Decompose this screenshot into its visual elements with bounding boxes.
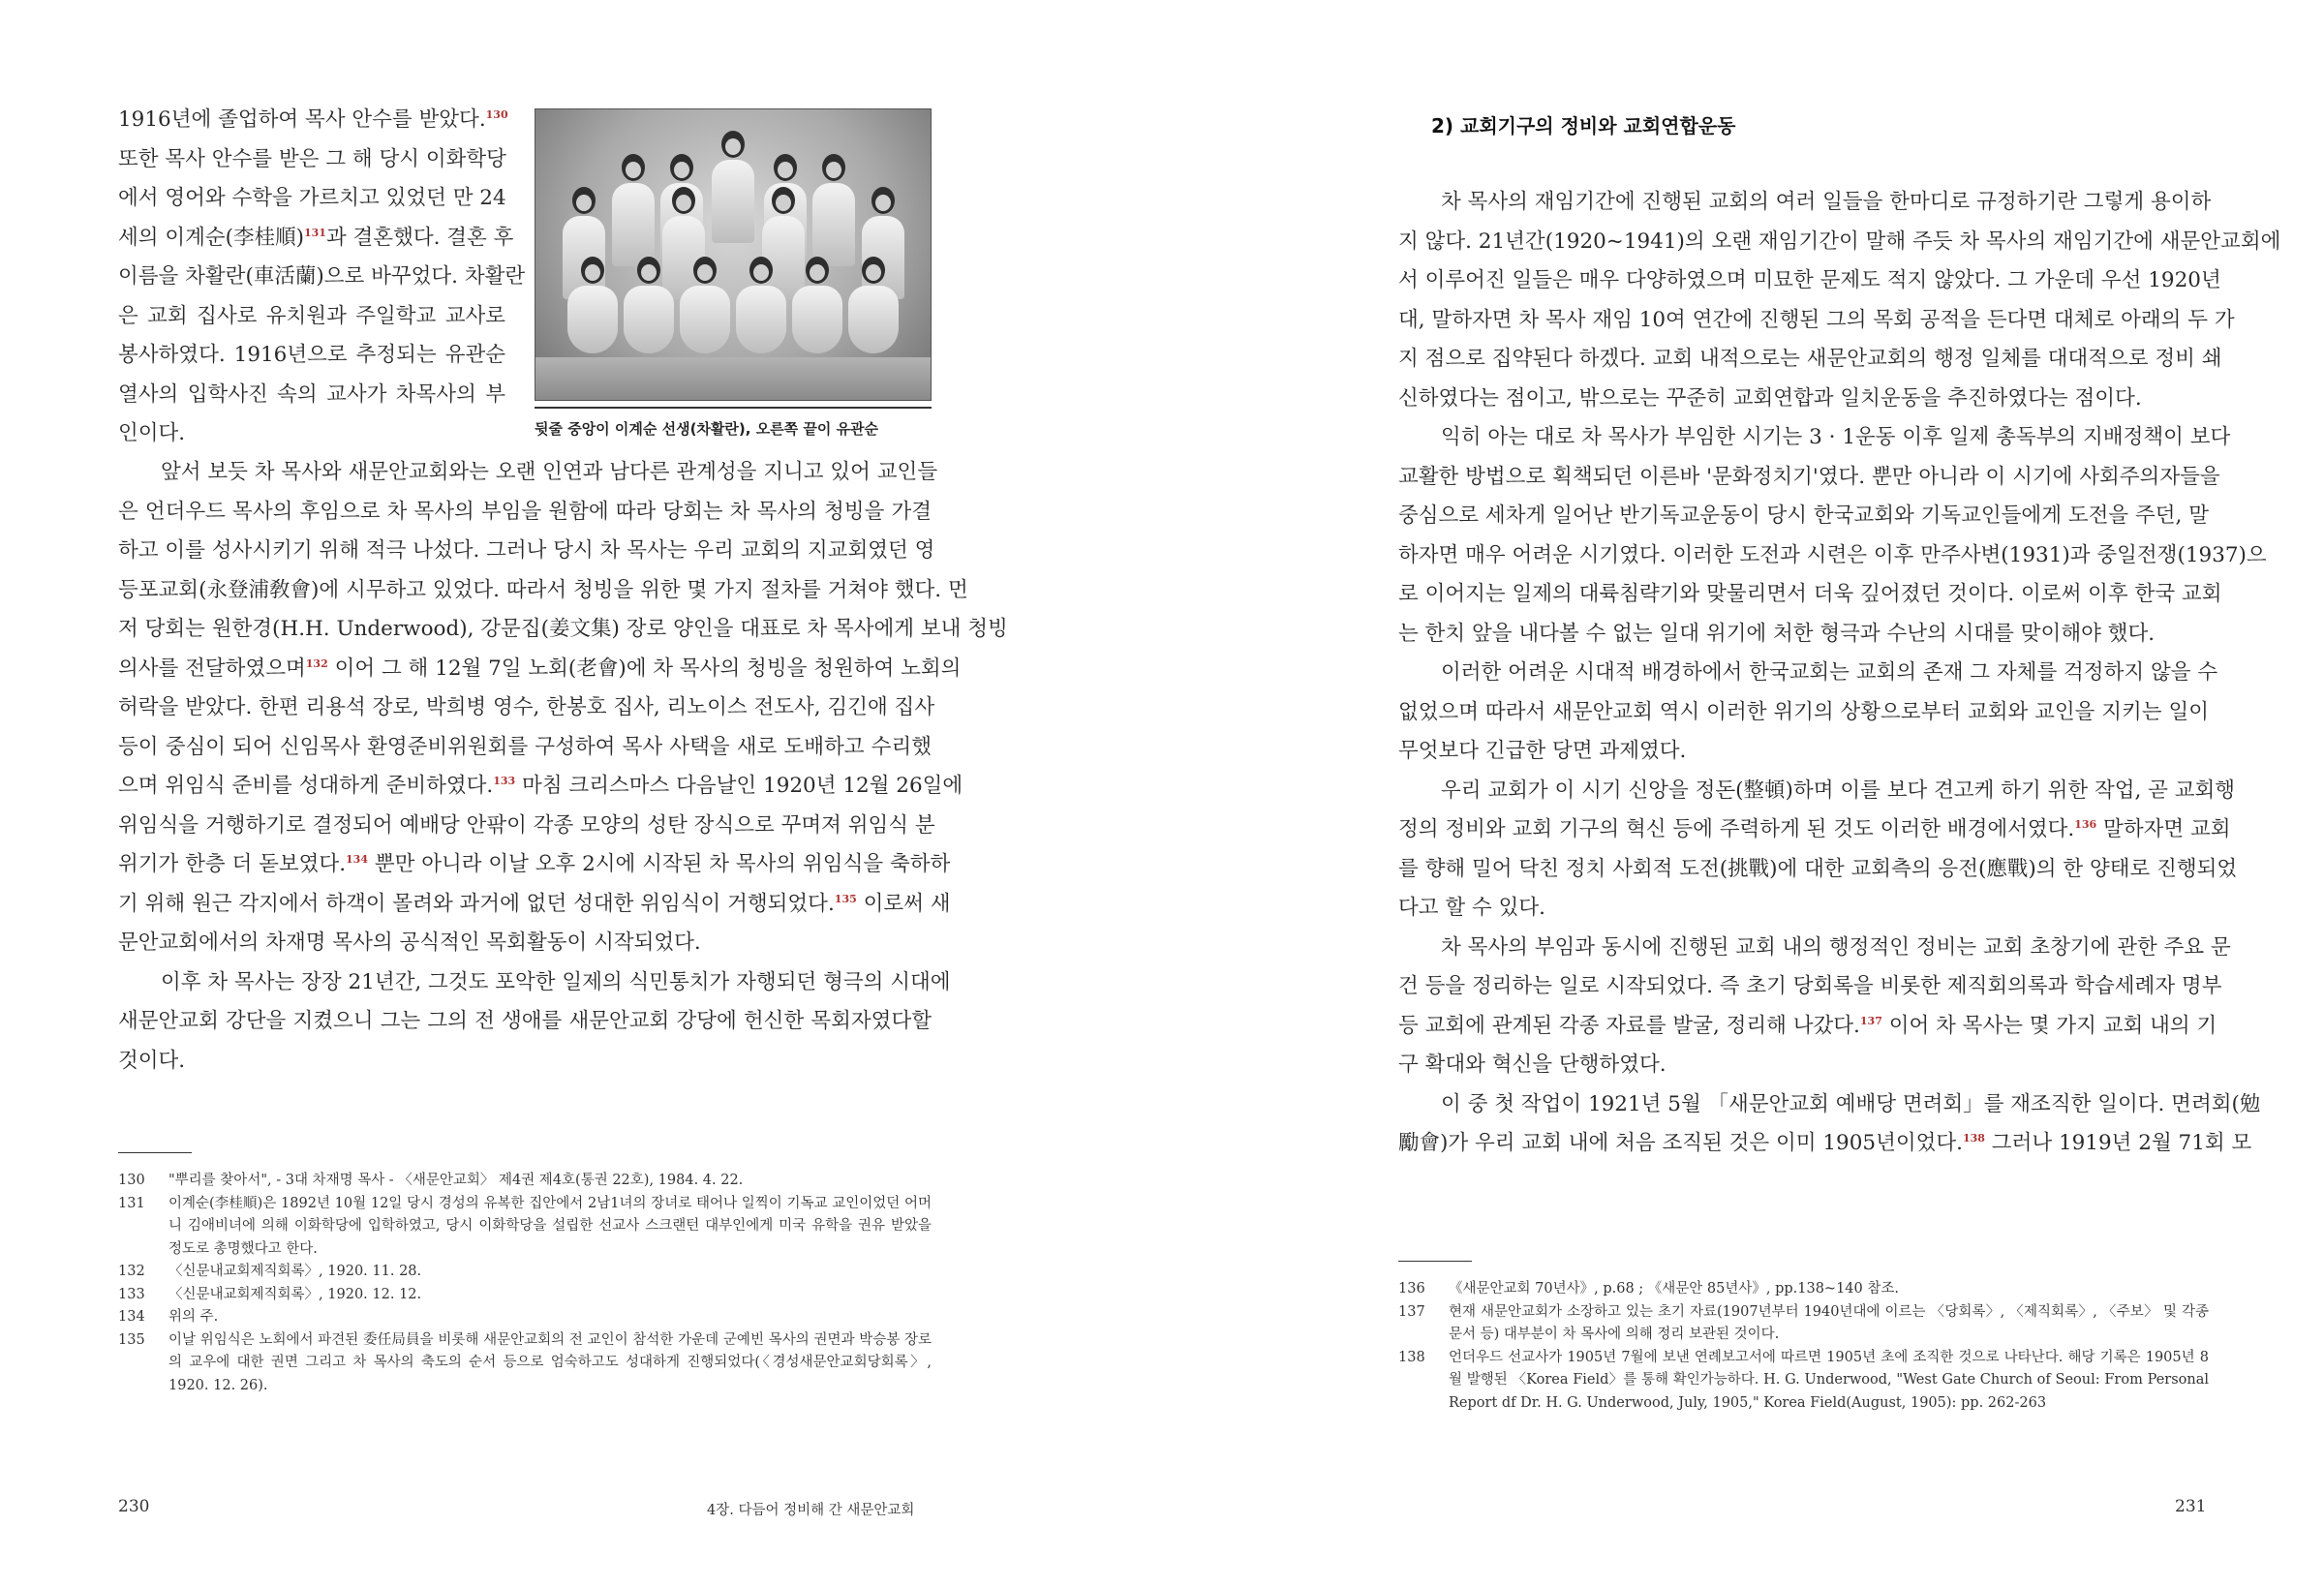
text-line: 등포교회(永登浦敎會)에 시무하고 있었다. 따라서 청빙을 위한 몇 가지 절차를 거쳐야 했다. 먼 (118, 577, 968, 602)
text-line: 은 언더우드 목사의 후임으로 차 목사의 부임을 원함에 따라 당회는 차 목사의 청빙을 가결 (118, 499, 932, 524)
text-line: 허락을 받았다. 한편 리용석 장로, 박희병 영수, 한봉호 집사, 리노이스 전도사, 김긴애 집사 (118, 695, 935, 719)
text-line: 등 교회에 관계된 각종 자료를 발굴, 정리해 나갔다.$^{137}$ 이어 차 목사는 몇 가지 교회 내의 기 (1398, 1013, 2217, 1038)
footnote (118, 1329, 932, 1398)
text-line: 은 교회 집사로 유치원과 주일학교 교사로 (118, 303, 505, 328)
footnote-ref[interactable]: 132 (305, 656, 328, 670)
footnote-number: 135 (118, 1331, 145, 1348)
text-line: 이름을 차활란(車活蘭)으로 바꾸었다. 차활란 (118, 264, 526, 289)
text-line: 신하였다는 점이고, 밖으로는 꾸준히 교회연합과 일치운동을 추진하였다는 점이다. (1398, 385, 2142, 411)
footnote-ref[interactable]: 137 (1859, 1014, 1882, 1027)
text-line: 구 확대와 혁신을 단행하였다. (1398, 1053, 1667, 1077)
text-line: 지 점으로 집약된다 하겠다. 교회 내적으로는 새문안교회의 행정 일체를 대대적으로 정비 쇄 (1398, 347, 2222, 371)
right-body-text (1398, 183, 2281, 1164)
historical-group-photo (535, 108, 932, 401)
footnote-text: 현재 새문안교회가 소장하고 있는 초기 자료(1907년부터 1940년대에 이르는 〈당회록〉, 〈제직회록〉, 〈주보〉 및 각종 문서 등) 대부분이 차 목사에 의해 정리 보관된 것이다. (1449, 1303, 2209, 1342)
footnote (1398, 1278, 2209, 1301)
footnote-number: 132 (118, 1264, 145, 1279)
text-line: 정의 정비와 교회 기구의 혁신 등에 주력하게 된 것도 이러한 배경에서였다.$^{136}$ 말하자면 교회 (1398, 817, 2231, 841)
text-line: 하자면 매우 어려운 시기였다. 이러한 도전과 시련은 이후 만주사변(1931)과 중일전쟁(1937)으 (1398, 542, 2267, 567)
footnote-number: 134 (118, 1309, 145, 1325)
footnote-text: 〈신문내교회제직회록〉, 1920. 11. 28. (168, 1264, 422, 1279)
text-line: 의사를 전달하였으며$^{132}$ 이어 그 해 12월 7일 노회(老會)에 차 목사의 청빙을 청원하여 노회의 (118, 656, 962, 681)
footnote-rule (118, 1152, 192, 1153)
text-line: 1916년에 졸업하여 목사 안수를 받았다.$^{130}$ (118, 107, 508, 132)
footnote-number: 136 (1398, 1281, 1425, 1297)
text-line: 새문안교회 강단을 지켰으니 그는 그의 전 생애를 새문안교회 강당에 헌신한 목회자였다할 (118, 1009, 932, 1033)
footnote-rule (1398, 1261, 1472, 1262)
footnote-number: 138 (1398, 1349, 1425, 1365)
text-line: 저 당회는 원한경(H.H. Underwood), 강문집(姜文集) 장로 양인을 대표로 차 목사에게 보내 청빙 (118, 617, 1008, 641)
footnote (1398, 1301, 2209, 1347)
page-number: 231 (2175, 1497, 2207, 1516)
footnote (118, 1261, 932, 1284)
text-line: 앞서 보듯 차 목사와 새문안교회와는 오랜 인연과 남다른 관계성을 지니고 있어 교인들 (161, 460, 938, 484)
running-head: 4장. 다듬어 정비해 간 새문안교회 (707, 1503, 915, 1518)
text-line: 세의 이계순(李桂順)$^{131}$과 결혼했다. 결혼 후 (118, 225, 514, 250)
text-line: 차 목사의 부임과 동시에 진행된 교회 내의 행정적인 정비는 교회 초창기에 관한 주요 문 (1441, 934, 2231, 960)
caption-rule (535, 407, 932, 409)
text-line: 봉사하였다. 1916년으로 추정되는 유관순 (118, 343, 505, 367)
text-line: 이러한 어려운 시대적 배경하에서 한국교회는 교회의 존재 그 자체를 걱정하지 않을 수 (1441, 660, 2218, 685)
text-line: 무엇보다 긴급한 당면 과제였다. (1398, 739, 1687, 763)
text-line: 를 향해 밀어 닥친 정치 사회적 도전(挑戰)에 대한 교회측의 응전(應戰)의 한 양태로 진행되었 (1398, 856, 2238, 881)
footnote (1398, 1347, 2209, 1416)
text-line: 인이다. (118, 421, 186, 445)
text-line: 열사의 입학사진 속의 교사가 차목사의 부 (118, 381, 505, 407)
footnote (118, 1193, 932, 1262)
text-line: 에서 영어와 수학을 가르치고 있었던 만 24 (118, 186, 506, 210)
text-line: 위기가 한층 더 돋보였다.$^{134}$ 뿐만 아니라 이날 오후 2시에 시작된 차 목사의 위임식을 축하하 (118, 852, 951, 876)
left-intro-text (118, 101, 526, 454)
page-number: 230 (118, 1497, 150, 1516)
footnote-number: 137 (1398, 1303, 1425, 1320)
text-line: 우리 교회가 이 시기 신앙을 정돈(整頓)하며 이를 보다 견고케 하기 위한 작업, 곧 교회행 (1441, 778, 2236, 803)
left-footnotes (118, 1170, 932, 1397)
text-line: 차 목사의 재임기간에 진행된 교회의 여러 일들을 한마디로 규정하기란 그렇게 용이하 (1441, 190, 2212, 214)
text-line: 서 이루어진 일들은 매우 다양하였으며 미묘한 문제도 적지 않았다. 그 가운데 우선 1920년 (1398, 268, 2221, 292)
footnote-number: 130 (118, 1173, 145, 1188)
text-line: 하고 이를 성사시키기 위해 적극 나섰다. 그러나 당시 차 목사는 우리 교회의 지교회였던 영 (118, 538, 935, 563)
text-line: 勵會)가 우리 교회 내에 처음 조직된 것은 이미 1905년이었다.$^{138}$ 그러나 1919년 2월 71회 모 (1398, 1131, 2252, 1155)
text-line: 는 한치 앞을 내다볼 수 없는 일대 위기에 처한 형극과 수난의 시대를 맞이해야 했다. (1398, 621, 2156, 646)
text-line: 것이다. (118, 1048, 186, 1073)
text-line: 대, 말하자면 차 목사 재임 10여 연간에 진행된 그의 목회 공적을 든다면 대체로 아래의 두 가 (1398, 307, 2235, 332)
footnote-ref[interactable]: 136 (2074, 818, 2097, 831)
footnote-text: 이계순(李桂順)은 1892년 10월 12일 당시 경성의 유복한 집안에서 2남1녀의 장녀로 태어나 일찍이 기독교 교인이었던 어머니 김애비녀에 의해 이화학당에 입학하였고, 당시 이화학당을 설립한 선교사 스크랜턴 대부인에게 미국 유학을 권유 받았을 정도로 총명했다고 한다. (168, 1195, 932, 1257)
text-line: 또한 목사 안수를 받은 그 해 당시 이화학당 (118, 146, 506, 171)
text-line: 이 중 첫 작업이 1921년 5월 「새문안교회 예배당 면려회」를 재조직한 일이다. 면려회(勉 (1441, 1091, 2261, 1116)
footnote-number: 131 (118, 1195, 145, 1211)
text-line: 위임식을 거행하기로 결정되어 예배당 안팎이 각종 모양의 성탄 장식으로 꾸며져 위임식 분 (118, 812, 935, 838)
text-line: 문안교회에서의 차재명 목사의 공식적인 목회활동이 시작되었다. (118, 931, 701, 955)
footnote-number: 133 (118, 1286, 145, 1302)
historical-photo-figure (535, 108, 932, 439)
section-title: 2) 교회기구의 정비와 교회연합운동 (1431, 114, 1736, 137)
footnote (118, 1284, 932, 1307)
footnote-text: 언더우드 선교사가 1905년 7월에 보낸 연례보고서에 따르면 1905년 초에 조직한 것으로 나타난다. 해당 기록은 1905년 8월 발행된 〈Korea Field〉를 통해 확인가능하다. H. G. Underwood, "West Gate Church of Seoul: From Personal Report df Dr. H. G. Underwood, July, 1905," Korea Field(August, 1905): pp. 262-263 (1449, 1349, 2209, 1411)
photo-caption: 뒷줄 중앙이 이계순 선생(차활란), 오른쪽 끝이 유관순 (535, 420, 879, 438)
text-line: 로 이어지는 일제의 대륙침략기와 맞물리면서 더욱 깊어졌던 것이다. 이로써 이후 한국 교회 (1398, 582, 2222, 606)
text-line: 지 않다. 21년간(1920~1941)의 오랜 재임기간이 말해 주듯 차 목사의 재임기간에 새문안교회에 (1398, 229, 2281, 254)
text-line: 으며 위임식 준비를 성대하게 준비하였다.$^{133}$ 마침 크리스마스 다음날인 1920년 12월 26일에 (118, 774, 963, 798)
footnote-ref[interactable]: 138 (1963, 1132, 1985, 1144)
text-line: 등이 중심이 되어 신임목사 환영준비위원회를 구성하여 목사 사택을 새로 도배하고 수리했 (118, 734, 932, 759)
left-body-text (118, 453, 1008, 1081)
footnote (118, 1306, 932, 1329)
footnote-text: 이날 위임식은 노회에서 파견된 委任局員을 비롯해 새문안교회의 전 교인이 참석한 가운데 군예빈 목사의 권면과 박승봉 장로의 교우에 대한 권면 그리고 차 목사의 축도의 순서 등으로 엄숙하고도 성대하게 진행되었다(〈경성새문안교회당회록〉, 1920. 12. 26). (168, 1331, 932, 1393)
text-line: 기 위해 원근 각지에서 하객이 몰려와 과거에 없던 성대한 위임식이 거행되었다.$^{135}$ 이로써 새 (118, 891, 951, 916)
footnote-text: 《새문안교회 70년사》, p.68 ; 《새문안 85년사》, pp.138~140 참조. (1449, 1281, 1899, 1297)
footnote-text: 〈신문내교회제직회록〉, 1920. 12. 12. (168, 1286, 422, 1302)
text-line: 다고 할 수 있다. (1398, 896, 1545, 920)
footnote-ref[interactable]: 131 (303, 226, 326, 239)
footnote-ref[interactable]: 135 (834, 892, 857, 905)
footnote-text: "뿌리를 찾아서", - 3대 차재명 목사 - 〈새문안교회〉 제4권 제4호(통권 22호), 1984. 4. 22. (168, 1173, 744, 1188)
footnote (118, 1170, 932, 1193)
text-line: 교활한 방법으로 획책되던 이른바 '문화정치기'였다. 뿐만 아니라 이 시기에 사회주의자들을 (1398, 464, 2220, 489)
text-line: 이후 차 목사는 장장 21년간, 그것도 포악한 일제의 식민통치가 자행되던 형극의 시대에 (161, 969, 951, 994)
footnote-ref[interactable]: 133 (493, 775, 516, 787)
text-line: 익히 아는 대로 차 목사가 부임한 시기는 3 · 1운동 이후 일제 총독부의 지배정책이 보다 (1441, 425, 2231, 449)
text-line: 건 등을 정리하는 일로 시작되었다. 즉 초기 당회록을 비롯한 제직회의록과 학습세례자 명부 (1398, 974, 2222, 998)
footnote-text: 위의 주. (168, 1309, 219, 1325)
text-line: 없었으며 따라서 새문안교회 역시 이러한 위기의 상황으로부터 교회와 교인을 지키는 일이 (1398, 699, 2209, 724)
footnote-ref[interactable]: 134 (346, 853, 368, 866)
footnote-ref[interactable]: 130 (485, 108, 508, 121)
right-footnotes (1398, 1278, 2209, 1415)
text-line: 중심으로 세차게 일어난 반기독교운동이 당시 한국교회와 기독교인들에게 도전을 주던, 말 (1398, 504, 2209, 528)
